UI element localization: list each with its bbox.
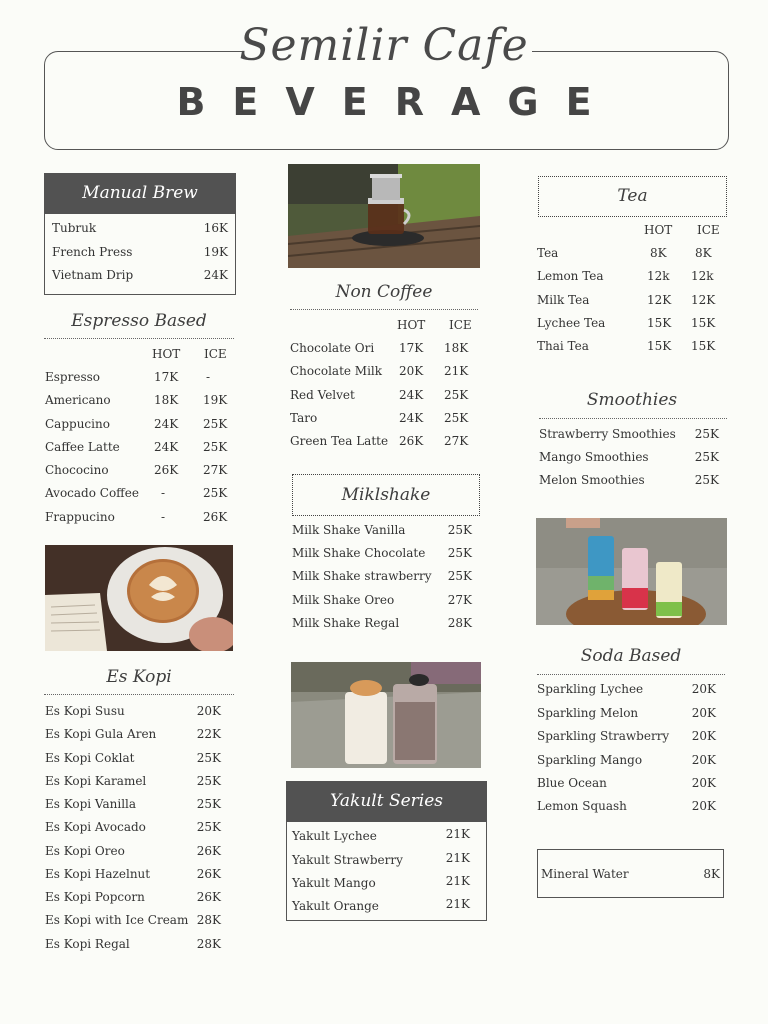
milkshake-list	[292, 523, 472, 633]
es-kopi-divider	[44, 694, 234, 695]
mineral-water-box	[537, 849, 724, 898]
tea-list	[537, 223, 727, 357]
list-item: Sparkling Mango 20K	[537, 753, 716, 767]
list-item: Red Velvet 24K 25K	[290, 388, 469, 402]
list-item: Taro 24K 25K	[290, 411, 469, 425]
tea-title: Tea	[538, 176, 727, 217]
list-item: Green Tea Latte 26K 27K	[290, 434, 469, 448]
list-item: Lemon Tea 12k 12k	[537, 269, 714, 283]
smoothies-title: Smoothies	[586, 390, 678, 410]
yakult-title: Yakult Series	[286, 781, 487, 822]
hot-header: HOT	[397, 318, 426, 332]
milkshake-photo	[291, 662, 481, 768]
list-item: Milk Shake strawberry 25K	[292, 569, 472, 583]
list-item: Sparkling Melon 20K	[537, 706, 716, 720]
list-item: Es Kopi Hazelnut 26K	[45, 867, 221, 881]
list-item: Mango Smoothies 25K	[539, 450, 719, 464]
list-item: Milk Shake Regal 28K	[292, 616, 472, 630]
list-item: Caffee Latte 24K 25K	[45, 440, 228, 454]
list-item: Yakult Orange 21K	[292, 897, 470, 913]
hot-header: HOT	[152, 347, 181, 361]
list-item: Es Kopi Regal 28K	[45, 937, 221, 951]
ice-header: ICE	[204, 347, 227, 361]
soda-drinks-photo	[536, 518, 727, 625]
smoothies-divider	[539, 418, 727, 419]
list-item: Milk Shake Vanilla 25K	[292, 523, 472, 537]
list-item: French Press 19K	[52, 245, 228, 259]
ice-header: ICE	[449, 318, 472, 332]
soda-list	[537, 682, 716, 816]
milkshake-title: Miklshake	[292, 474, 480, 516]
list-item: Sparkling Strawberry 20K	[537, 729, 716, 743]
list-item: Tea 8K 8K	[537, 246, 712, 260]
list-item: Es Kopi Susu 20K	[45, 704, 221, 718]
list-item: Tubruk 16K	[52, 221, 228, 235]
list-item: Espresso 17K -	[45, 370, 211, 384]
list-item: Milk Shake Chocolate 25K	[292, 546, 472, 560]
list-item: Lychee Tea 15K 15K	[537, 316, 716, 330]
manual-brew-title: Manual Brew	[44, 173, 236, 214]
list-item: Chocolate Milk 20K 21K	[290, 364, 469, 378]
list-item: Blue Ocean 20K	[537, 776, 716, 790]
list-item: Frappucino - 26K	[45, 510, 228, 524]
ice-header: ICE	[697, 223, 720, 237]
latte-art-photo	[45, 545, 233, 651]
list-item: Es Kopi Karamel 25K	[45, 774, 221, 788]
list-item: Melon Smoothies 25K	[539, 473, 719, 487]
non-coffee-title: Non Coffee	[335, 282, 433, 302]
list-item: Mineral Water 8K	[541, 867, 720, 881]
list-item: Chococino 26K 27K	[45, 463, 228, 477]
soda-title: Soda Based	[580, 646, 682, 666]
list-item: Americano 18K 19K	[45, 393, 228, 407]
non-coffee-divider	[290, 309, 478, 310]
list-item: Es Kopi Gula Aren 22K	[45, 727, 221, 741]
es-kopi-title: Es Kopi	[106, 667, 172, 687]
list-item: Yakult Mango 21K	[292, 874, 470, 890]
cafe-name: Semilir Cafe	[239, 20, 529, 71]
smoothies-list	[539, 427, 719, 491]
list-item: Lemon Squash 20K	[537, 799, 716, 813]
list-item: Vietnam Drip 24K	[52, 268, 228, 282]
list-item: Avocado Coffee - 25K	[45, 486, 228, 500]
espresso-list	[45, 347, 235, 527]
list-item: Milk Shake Oreo 27K	[292, 593, 472, 607]
non-coffee-list	[290, 318, 480, 452]
list-item: Es Kopi Vanilla 25K	[45, 797, 221, 811]
vietnam-drip-photo	[288, 164, 480, 268]
list-item: Strawberry Smoothies 25K	[539, 427, 719, 441]
list-item: Sparkling Lychee 20K	[537, 682, 716, 696]
espresso-divider	[44, 338, 234, 339]
list-item: Milk Tea 12K 12K	[537, 293, 716, 307]
yakult-list	[292, 829, 470, 915]
list-item: Es Kopi with Ice Cream 28K	[45, 913, 221, 927]
list-item: Chocolate Ori 17K 18K	[290, 341, 469, 355]
list-item: Es Kopi Avocado 25K	[45, 820, 221, 834]
es-kopi-list	[45, 704, 221, 954]
soda-divider	[537, 674, 725, 675]
list-item: Es Kopi Coklat 25K	[45, 751, 221, 765]
espresso-title: Espresso Based	[71, 311, 207, 331]
list-item: Es Kopi Popcorn 26K	[45, 890, 221, 904]
list-item: Cappucino 24K 25K	[45, 417, 228, 431]
list-item: Es Kopi Oreo 26K	[45, 844, 221, 858]
list-item: Yakult Strawberry 21K	[292, 851, 470, 867]
hot-header: HOT	[644, 223, 673, 237]
list-item: Thai Tea 15K 15K	[537, 339, 716, 353]
list-item: Yakult Lychee 21K	[292, 827, 470, 843]
page-title: BEVERAGE	[176, 80, 619, 124]
